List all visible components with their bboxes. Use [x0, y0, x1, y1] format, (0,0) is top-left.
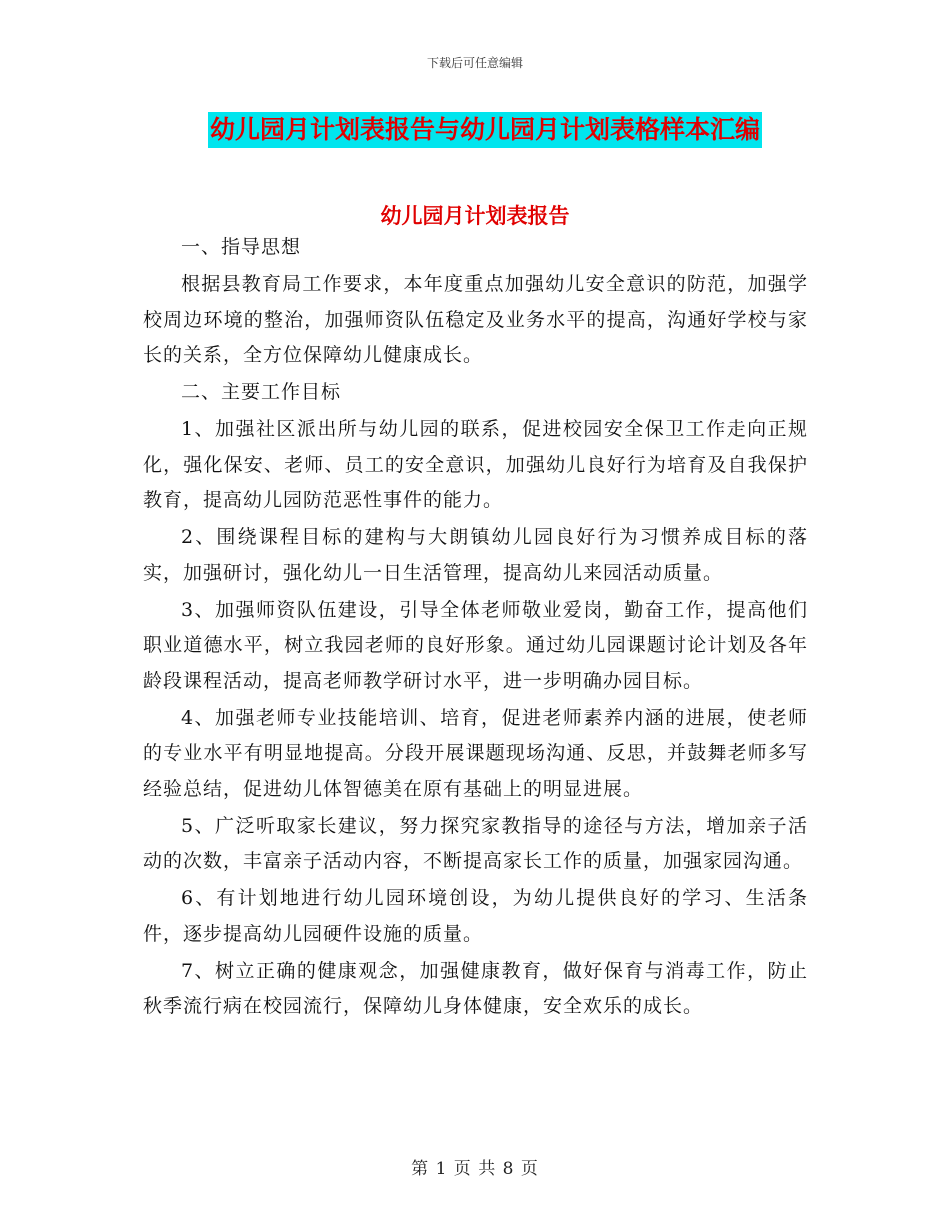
heading-guiding-ideology: 一、指导思想	[181, 236, 302, 258]
heading-main-goals: 二、主要工作目标	[181, 381, 342, 403]
paragraph: 4、加强老师专业技能培训、培育，促进老师素养内涵的进展，使老师的专业水平有明显地提高。分段开展课题现场沟通、反思，并鼓舞老师多写经验总结，促进幼儿体智德美在原有基础上的明显进展。	[143, 706, 808, 800]
document-body	[143, 230, 808, 1026]
section-title: 幼儿园月计划表报告	[380, 203, 570, 228]
page-number: 第 1 页 共 8 页	[411, 1159, 539, 1179]
paragraph: 6、有计划地进行幼儿园环境创设，为幼儿提供良好的学习、生活条件，逐步提高幼儿园硬件设施的质量。	[143, 887, 808, 945]
header-note: 下载后可任意编辑	[426, 56, 523, 70]
paragraph: 3、加强师资队伍建设，引导全体老师敬业爱岗，勤奋工作，提高他们职业道德水平，树立我园老师的良好形象。通过幼儿园课题讨论计划及各年龄段课程活动，提高老师教学研讨水平，进一步明确办园目标。	[143, 598, 808, 692]
paragraph: 1、加强社区派出所与幼儿园的联系，促进校园安全保卫工作走向正规化，强化保安、老师、员工的安全意识，加强幼儿良好行为培育及自我保护教育，提高幼儿园防范恶性事件的能力。	[143, 418, 808, 511]
paragraph: 7、树立正确的健康观念，加强健康教育，做好保育与消毒工作，防止秋季流行病在校园流行，保障幼儿身体健康，安全欢乐的成长。	[143, 959, 808, 1017]
paragraph: 5、广泛听取家长建议，努力探究家教指导的途径与方法，增加亲子活动的次数，丰富亲子活动内容，不断提高家长工作的质量，加强家园沟通。	[143, 814, 808, 872]
paragraph: 根据县教育局工作要求，本年度重点加强幼儿安全意识的防范，加强学校周边环境的整治，加强师资队伍稳定及业务水平的提高，沟通好学校与家长的关系，全方位保障幼儿健康成长。	[143, 273, 808, 366]
document-title: 幼儿园月计划表报告与幼儿园月计划表格样本汇编	[208, 112, 762, 148]
paragraph: 2、围绕课程目标的建构与大朗镇幼儿园良好行为习惯养成目标的落实，加强研讨，强化幼儿一日生活管理，提高幼儿来园活动质量。	[143, 526, 808, 584]
